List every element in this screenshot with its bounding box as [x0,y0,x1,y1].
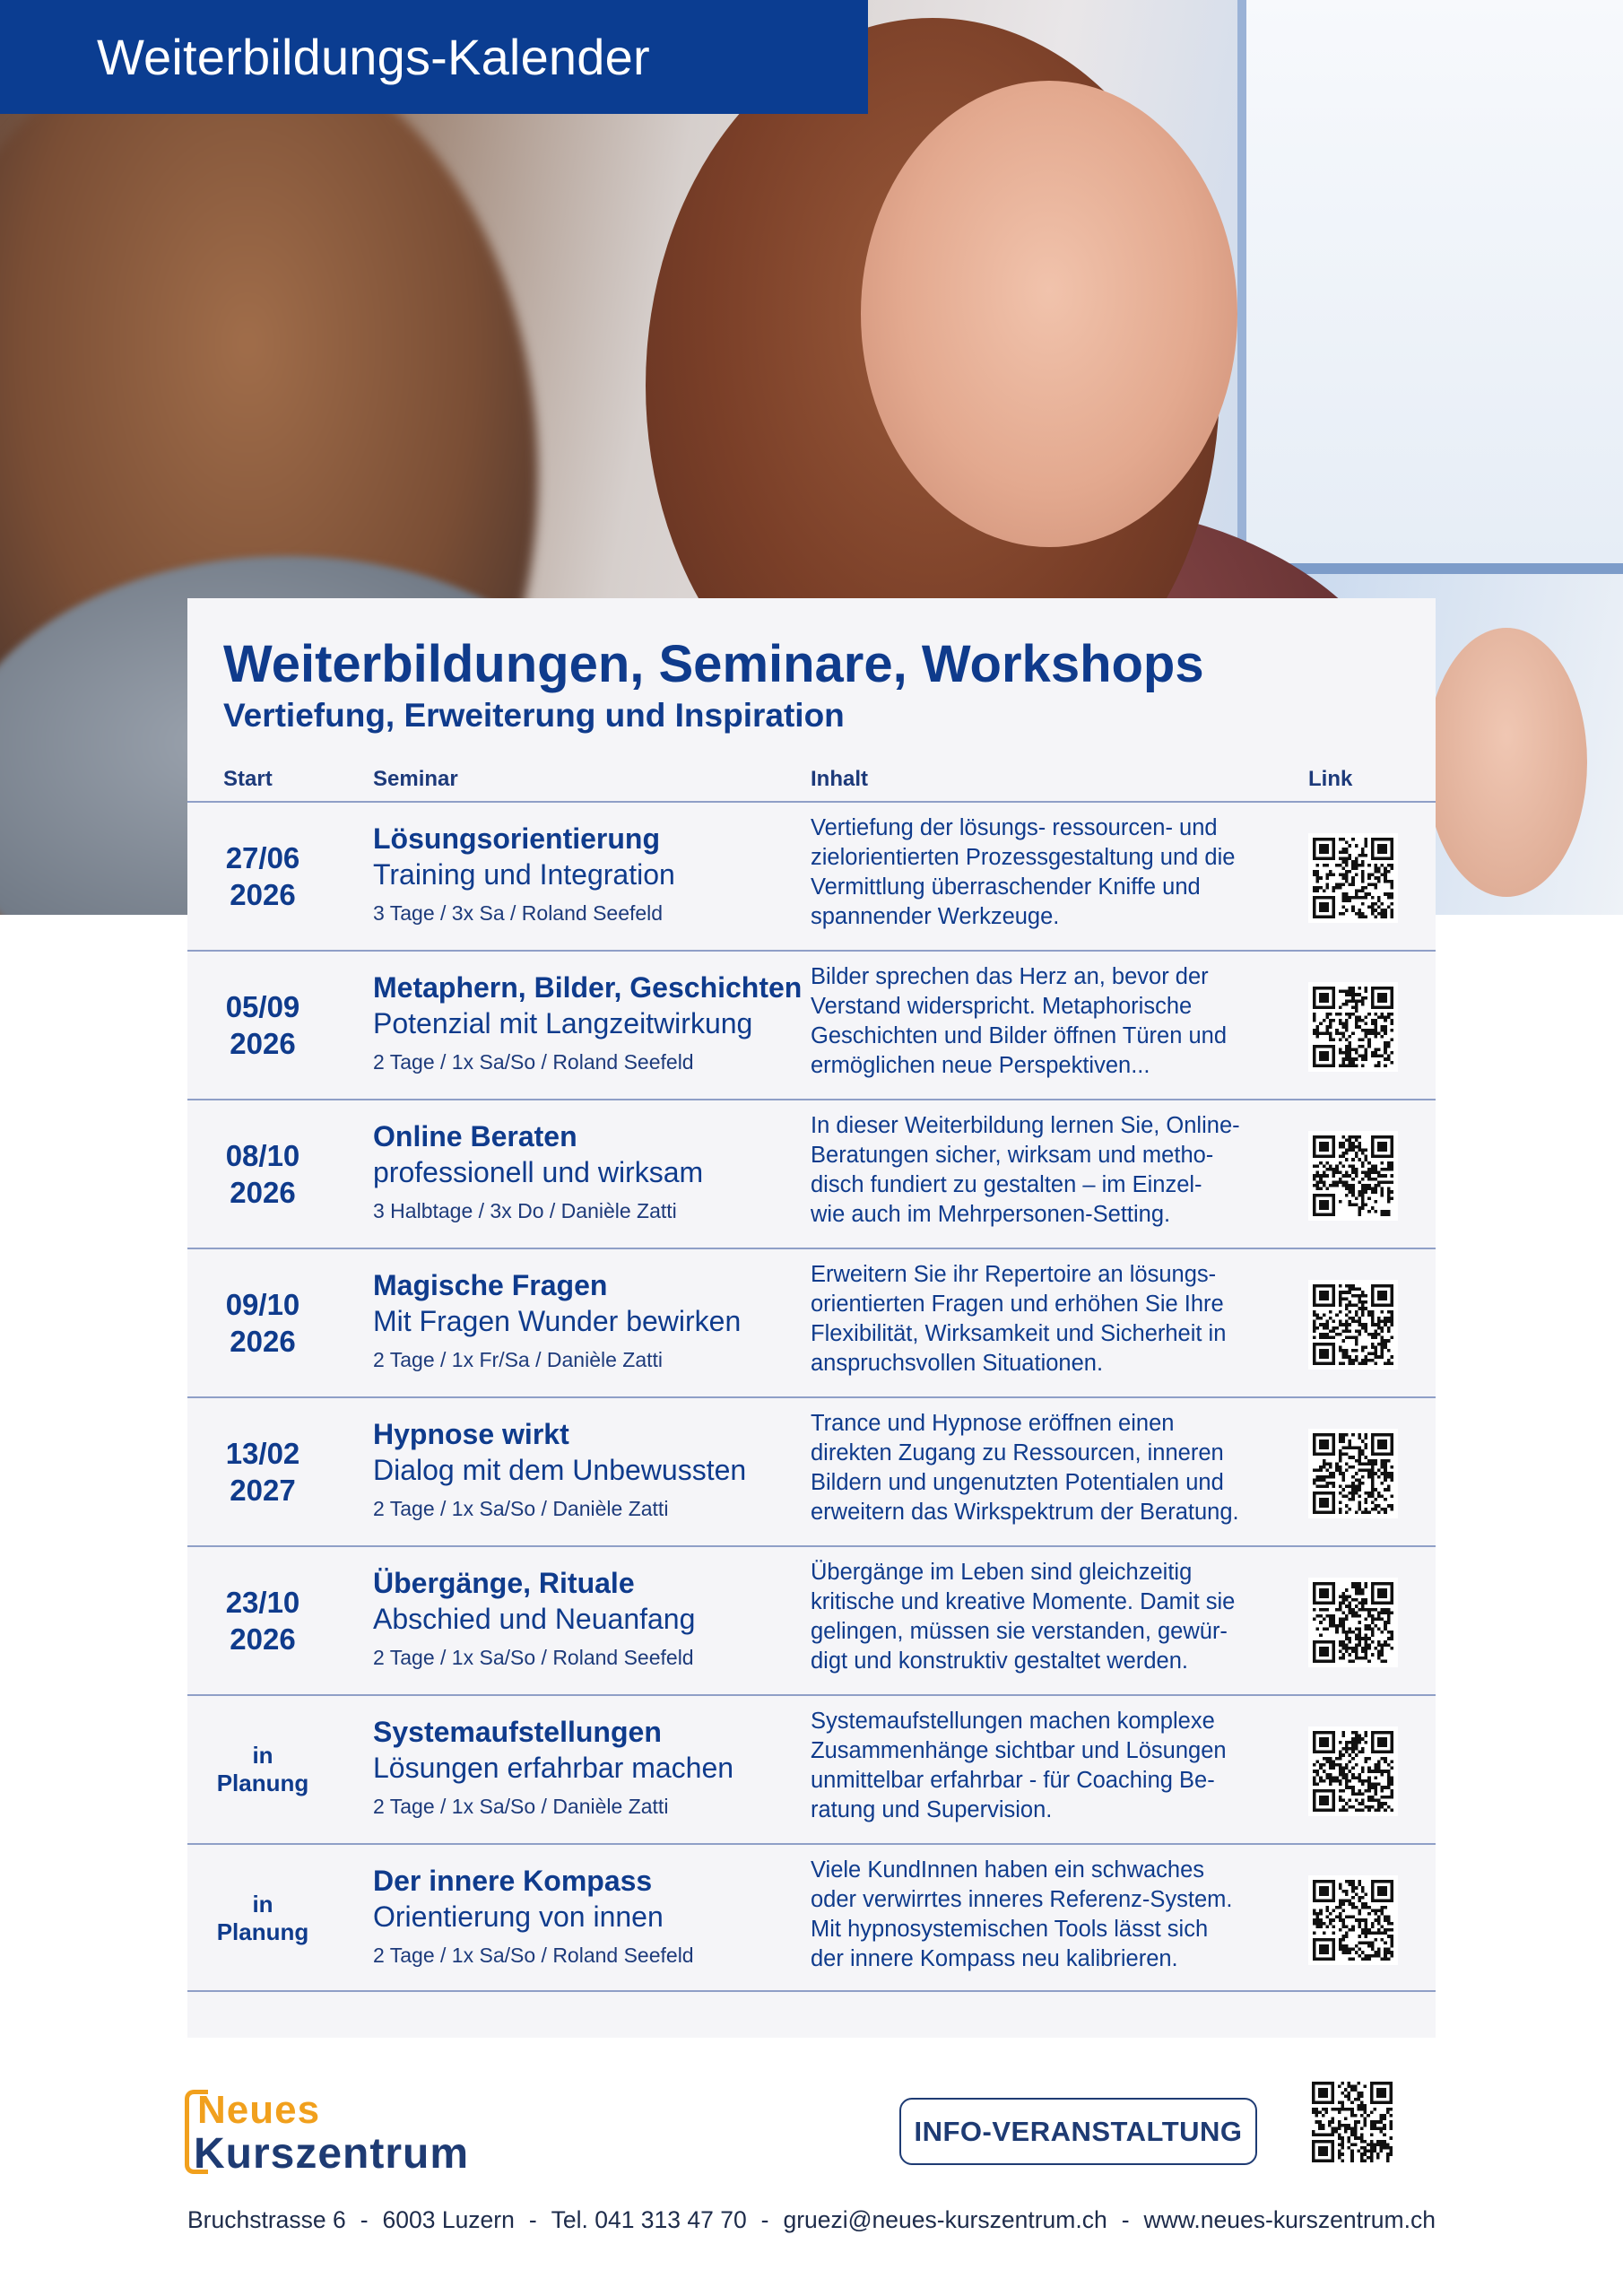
course-start [187,1100,338,1248]
course-title: Der innere Kompass [373,1865,653,1897]
course-start [187,1696,338,1843]
course-meta: 2 Tage / 1x Sa/So / Danièle Zatti [373,1795,669,1818]
hero-hand [1426,628,1587,897]
course-start-line-1: 23/10 [225,1586,300,1619]
column-header-link: Link [1308,767,1353,791]
course-start [187,1398,338,1545]
course-content-line: Vermittlung überraschender Kniffe und [811,874,1201,900]
course-content-line: gelingen, müssen sie verstanden, gewür- [811,1619,1228,1644]
address-separator: - [760,2206,769,2233]
column-header-seminar: Seminar [373,767,458,791]
course-start-line-1: 27/06 [225,841,300,874]
course-description [811,1111,1286,1230]
course-start-line-1: 13/02 [225,1437,300,1470]
qr-code-icon[interactable] [1308,1131,1398,1221]
course-description [811,962,1286,1081]
course-content-line: digt und konstruktiv gestaltet werden. [811,1648,1188,1674]
logo [185,2090,508,2179]
qr-code-icon[interactable] [1308,833,1398,923]
column-header-content: Inhalt [811,767,868,791]
panel-title: Weiterbildungen, Seminare, Workshops [223,635,1204,693]
course-content-line: Mit hypnosystemischen Tools lässt sich [811,1917,1209,1942]
column-header-start: Start [223,767,273,791]
course-start-line-2: 2027 [230,1474,296,1507]
course-start-line-2: 2026 [230,1176,296,1209]
course-start-line-1: in [252,1742,273,1769]
flipchart-board [1237,0,1623,574]
course-subtitle: professionell und wirksam [373,1156,704,1188]
course-content-line: Viele KundInnen haben ein schwaches [811,1857,1205,1883]
course-start-line-1: in [252,1891,273,1918]
logo-word-neues: Neues [197,2088,321,2132]
qr-code-icon[interactable] [1308,1578,1398,1667]
course-content-line: wie auch im Mehrpersonen-Setting. [811,1202,1171,1227]
course-meta: 2 Tage / 1x Fr/Sa / Danièle Zatti [373,1348,664,1371]
course-description [811,1856,1286,1974]
course-start [187,803,338,950]
course-seminar [373,970,803,1077]
course-row [187,1396,1436,1545]
course-row [187,1694,1436,1843]
course-start-line-1: 09/10 [225,1288,300,1321]
course-title: Lösungsorientierung [373,822,660,855]
course-content-line: erweitern das Wirkspektrum der Beratung. [811,1500,1239,1525]
course-start-line-1: 05/09 [225,990,300,1023]
course-meta: 2 Tage / 1x Sa/So / Danièle Zatti [373,1497,669,1520]
course-content-line: Trance und Hypnose eröffnen einen [811,1411,1175,1436]
course-description [811,1707,1286,1825]
course-start-line-2: Planung [216,1918,309,1945]
address-part: Bruchstrasse 6 [187,2206,346,2233]
address-separator: - [360,2206,369,2233]
course-content-line: zielorientierten Prozessgestaltung und die [811,845,1236,870]
course-content-line: Systemaufstellungen machen komplexe [811,1709,1215,1734]
course-content-line: direkten Zugang zu Ressourcen, inneren [811,1440,1224,1465]
course-start-line-2: Planung [216,1770,309,1796]
address-separator: - [528,2206,537,2233]
course-start-line-2: 2026 [230,1027,296,1060]
course-title: Metaphern, Bilder, Geschichten [373,971,803,1004]
course-meta: 3 Halbtage / 3x Do / Danièle Zatti [373,1199,677,1222]
course-content-line: oder verwirrtes inneres Referenz-System. [811,1887,1233,1912]
logo-word-kurszentrum: Kurszentrum [194,2130,470,2178]
qr-code-icon[interactable] [1308,1875,1398,1965]
course-subtitle: Training und Integration [373,858,675,891]
course-subtitle: Potenzial mit Langzeitwirkung [373,1007,753,1039]
contact-address [187,2206,1436,2234]
info-event-button[interactable]: INFO-VERANSTALTUNG [899,2098,1257,2165]
course-start [187,952,338,1099]
course-description [811,1260,1286,1378]
panel-subtitle: Vertiefung, Erweiterung und Inspiration [223,697,845,734]
course-seminar [373,821,803,928]
course-content-line: unmittelbar erfahrbar - für Coaching Be- [811,1768,1215,1793]
course-row [187,1843,1436,1992]
course-content-line: der innere Kompass neu kalibrieren. [811,1946,1178,1971]
course-content-line: anspruchsvollen Situationen. [811,1351,1104,1376]
course-content-line: Erweitern Sie ihr Repertoire an lösungs- [811,1262,1217,1287]
course-panel [187,598,1436,2038]
qr-code-icon[interactable] [1308,1280,1398,1370]
course-row [187,1248,1436,1396]
qr-code-icon[interactable] [1308,982,1398,1072]
qr-code-icon[interactable] [1307,2077,1397,2167]
course-start-line-1: 08/10 [225,1139,300,1172]
course-title: Online Beraten [373,1120,577,1152]
course-content-line: Bilder sprechen das Herz an, bevor der [811,964,1209,989]
course-content-line: Vertiefung der lösungs- ressourcen- und [811,815,1218,840]
course-content-line: orientierten Fragen und erhöhen Sie Ihre [811,1292,1224,1317]
course-row [187,1545,1436,1694]
header-title-bar [0,0,868,114]
course-subtitle: Abschied und Neuanfang [373,1603,696,1635]
course-description [811,813,1286,932]
course-start-line-2: 2026 [230,1622,296,1656]
course-description [811,1409,1286,1527]
course-content-line: Geschichten und Bilder öffnen Türen und [811,1023,1228,1048]
course-meta: 3 Tage / 3x Sa / Roland Seefeld [373,901,664,925]
course-title: Systemaufstellungen [373,1716,662,1748]
course-start-line-2: 2026 [230,1325,296,1358]
qr-code-icon[interactable] [1308,1429,1398,1518]
address-part[interactable]: gruezi@neues-kurszentrum.ch [783,2206,1107,2233]
course-content-line: kritische und kreative Momente. Damit sie [811,1589,1236,1614]
course-content-line: Beratungen sicher, wirksam und metho- [811,1143,1214,1168]
course-content-line: Verstand widerspricht. Metaphorische [811,994,1193,1019]
course-meta: 2 Tage / 1x Sa/So / Roland Seefeld [373,1944,694,1967]
address-part: 6003 Luzern [382,2206,515,2233]
course-start [187,1547,338,1694]
course-content-line: spannender Werkzeuge. [811,904,1060,929]
course-start [187,1249,338,1396]
course-content-line: Zusammenhänge sichtbar und Lösungen [811,1738,1227,1763]
course-row [187,950,1436,1099]
course-title: Übergänge, Rituale [373,1567,635,1599]
course-start [187,1845,338,1992]
course-subtitle: Mit Fragen Wunder bewirken [373,1305,742,1337]
address-separator: - [1121,2206,1130,2233]
course-title: Magische Fragen [373,1269,608,1301]
course-meta: 2 Tage / 1x Sa/So / Roland Seefeld [373,1050,694,1074]
course-meta: 2 Tage / 1x Sa/So / Roland Seefeld [373,1646,694,1669]
course-content-line: ermöglichen neue Perspektiven... [811,1053,1150,1078]
course-seminar [373,1118,803,1226]
course-seminar [373,1416,803,1524]
course-subtitle: Dialog mit dem Unbewussten [373,1454,747,1486]
course-seminar [373,1863,803,1970]
course-row [187,1099,1436,1248]
address-part: Tel. 041 313 47 70 [551,2206,747,2233]
course-content-line: Flexibilität, Wirksamkeit und Sicherheit in [811,1321,1227,1346]
course-content-line: In dieser Weiterbildung lernen Sie, Online- [811,1113,1240,1138]
course-seminar [373,1267,803,1375]
page-title: Weiterbildungs-Kalender [97,29,650,85]
course-content-line: Übergänge im Leben sind gleichzeitig [811,1560,1193,1585]
course-seminar [373,1714,803,1822]
address-part[interactable]: www.neues-kurszentrum.ch [1143,2206,1436,2233]
course-subtitle: Orientierung von innen [373,1900,664,1933]
course-content-line: disch fundiert zu gestalten – im Einzel- [811,1172,1202,1197]
hero-face [861,81,1237,547]
course-row [187,801,1436,950]
course-seminar [373,1565,803,1673]
course-list [187,801,1436,1992]
course-content-line: ratung und Supervision. [811,1797,1053,1822]
course-title: Hypnose wirkt [373,1418,569,1450]
course-start-line-2: 2026 [230,878,296,911]
course-description [811,1558,1286,1676]
course-content-line: Bildern und ungenutzten Potentialen und [811,1470,1224,1495]
course-subtitle: Lösungen erfahrbar machen [373,1752,734,1784]
qr-code-icon[interactable] [1308,1726,1398,1816]
